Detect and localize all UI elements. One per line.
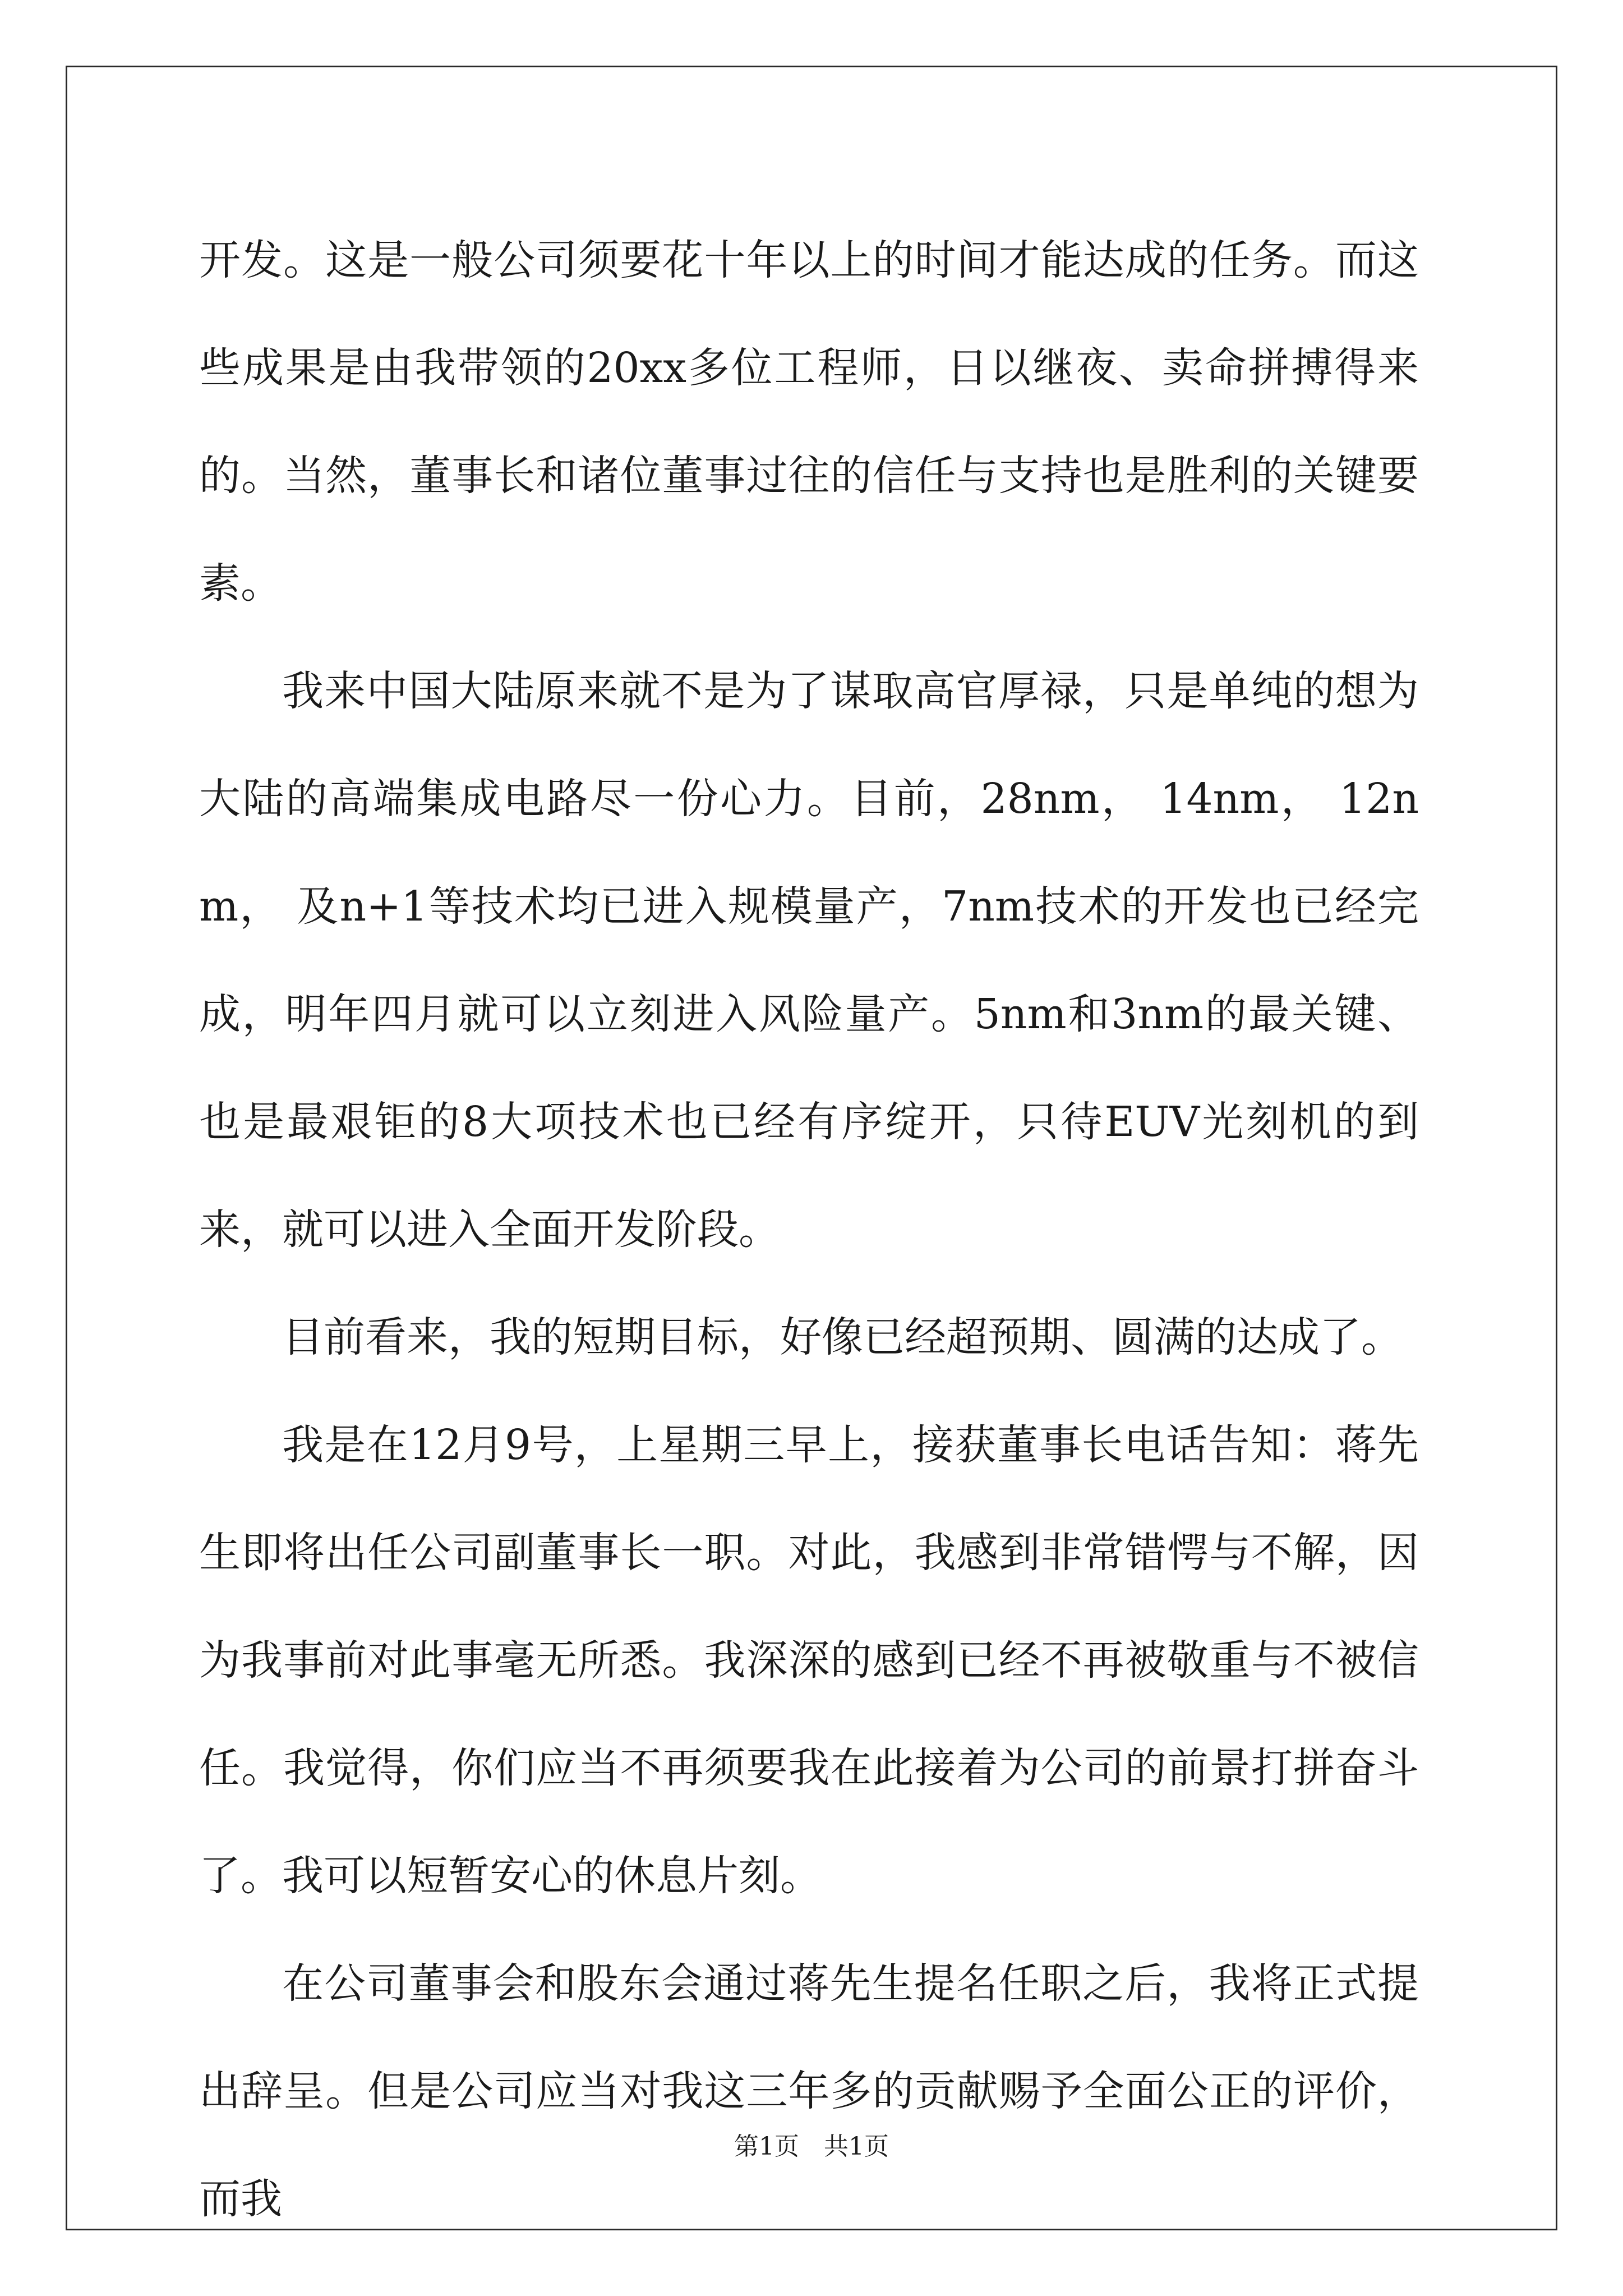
page-number: 第1页 [734, 2132, 799, 2161]
paragraph-4: 我是在12月9号，上星期三早上，接获董事长电话告知：蒋先生即将出任公司副董事长一职。对此，我感到非常错愕与不解，因为我事前对此事毫无所悉。我深深的感到已经不再被敬重与不被信任。我觉得，你们应当不再须要我在此接着为公司的前景打拼奋斗了。我可以短暂安心的休息片刻。 [199, 1421, 1419, 1900]
paragraph-3: 目前看来，我的短期目标，好像已经超预期、圆满的达成了。 [282, 1313, 1403, 1361]
paragraph-2: 我来中国大陆原来就不是为了谋取高官厚禄，只是单纯的想为大陆的高端集成电路尽一份心力。目前，28nm， 14nm， 12nm， 及n+1等技术均已进入规模量产，7nm技术的开发也已经完成，明年四月就可以立刻进入风险量产。5nm和3nm的最关键、也是最艰钜的8大项技术也已经有序绽开，只待EUV光刻机的到来，就可以进入全面开发阶段。 [199, 667, 1419, 1254]
page-total: 共1页 [824, 2132, 889, 2161]
document-body [199, 206, 1419, 2253]
paragraph-5: 在公司董事会和股东会通过蒋先生提名任职之后，我将正式提出辞呈。但是公司应当对我这三年多的贡献赐予全面公正的评价，而我 [199, 1959, 1419, 2223]
page-footer [0, 2130, 1623, 2164]
paragraph-1: 开发。这是一般公司须要花十年以上的时间才能达成的任务。而这些成果是由我带领的20xx多位工程师，日以继夜、卖命拼搏得来的。当然，董事长和诸位董事过往的信任与支持也是胜利的关键要素。 [199, 236, 1419, 608]
